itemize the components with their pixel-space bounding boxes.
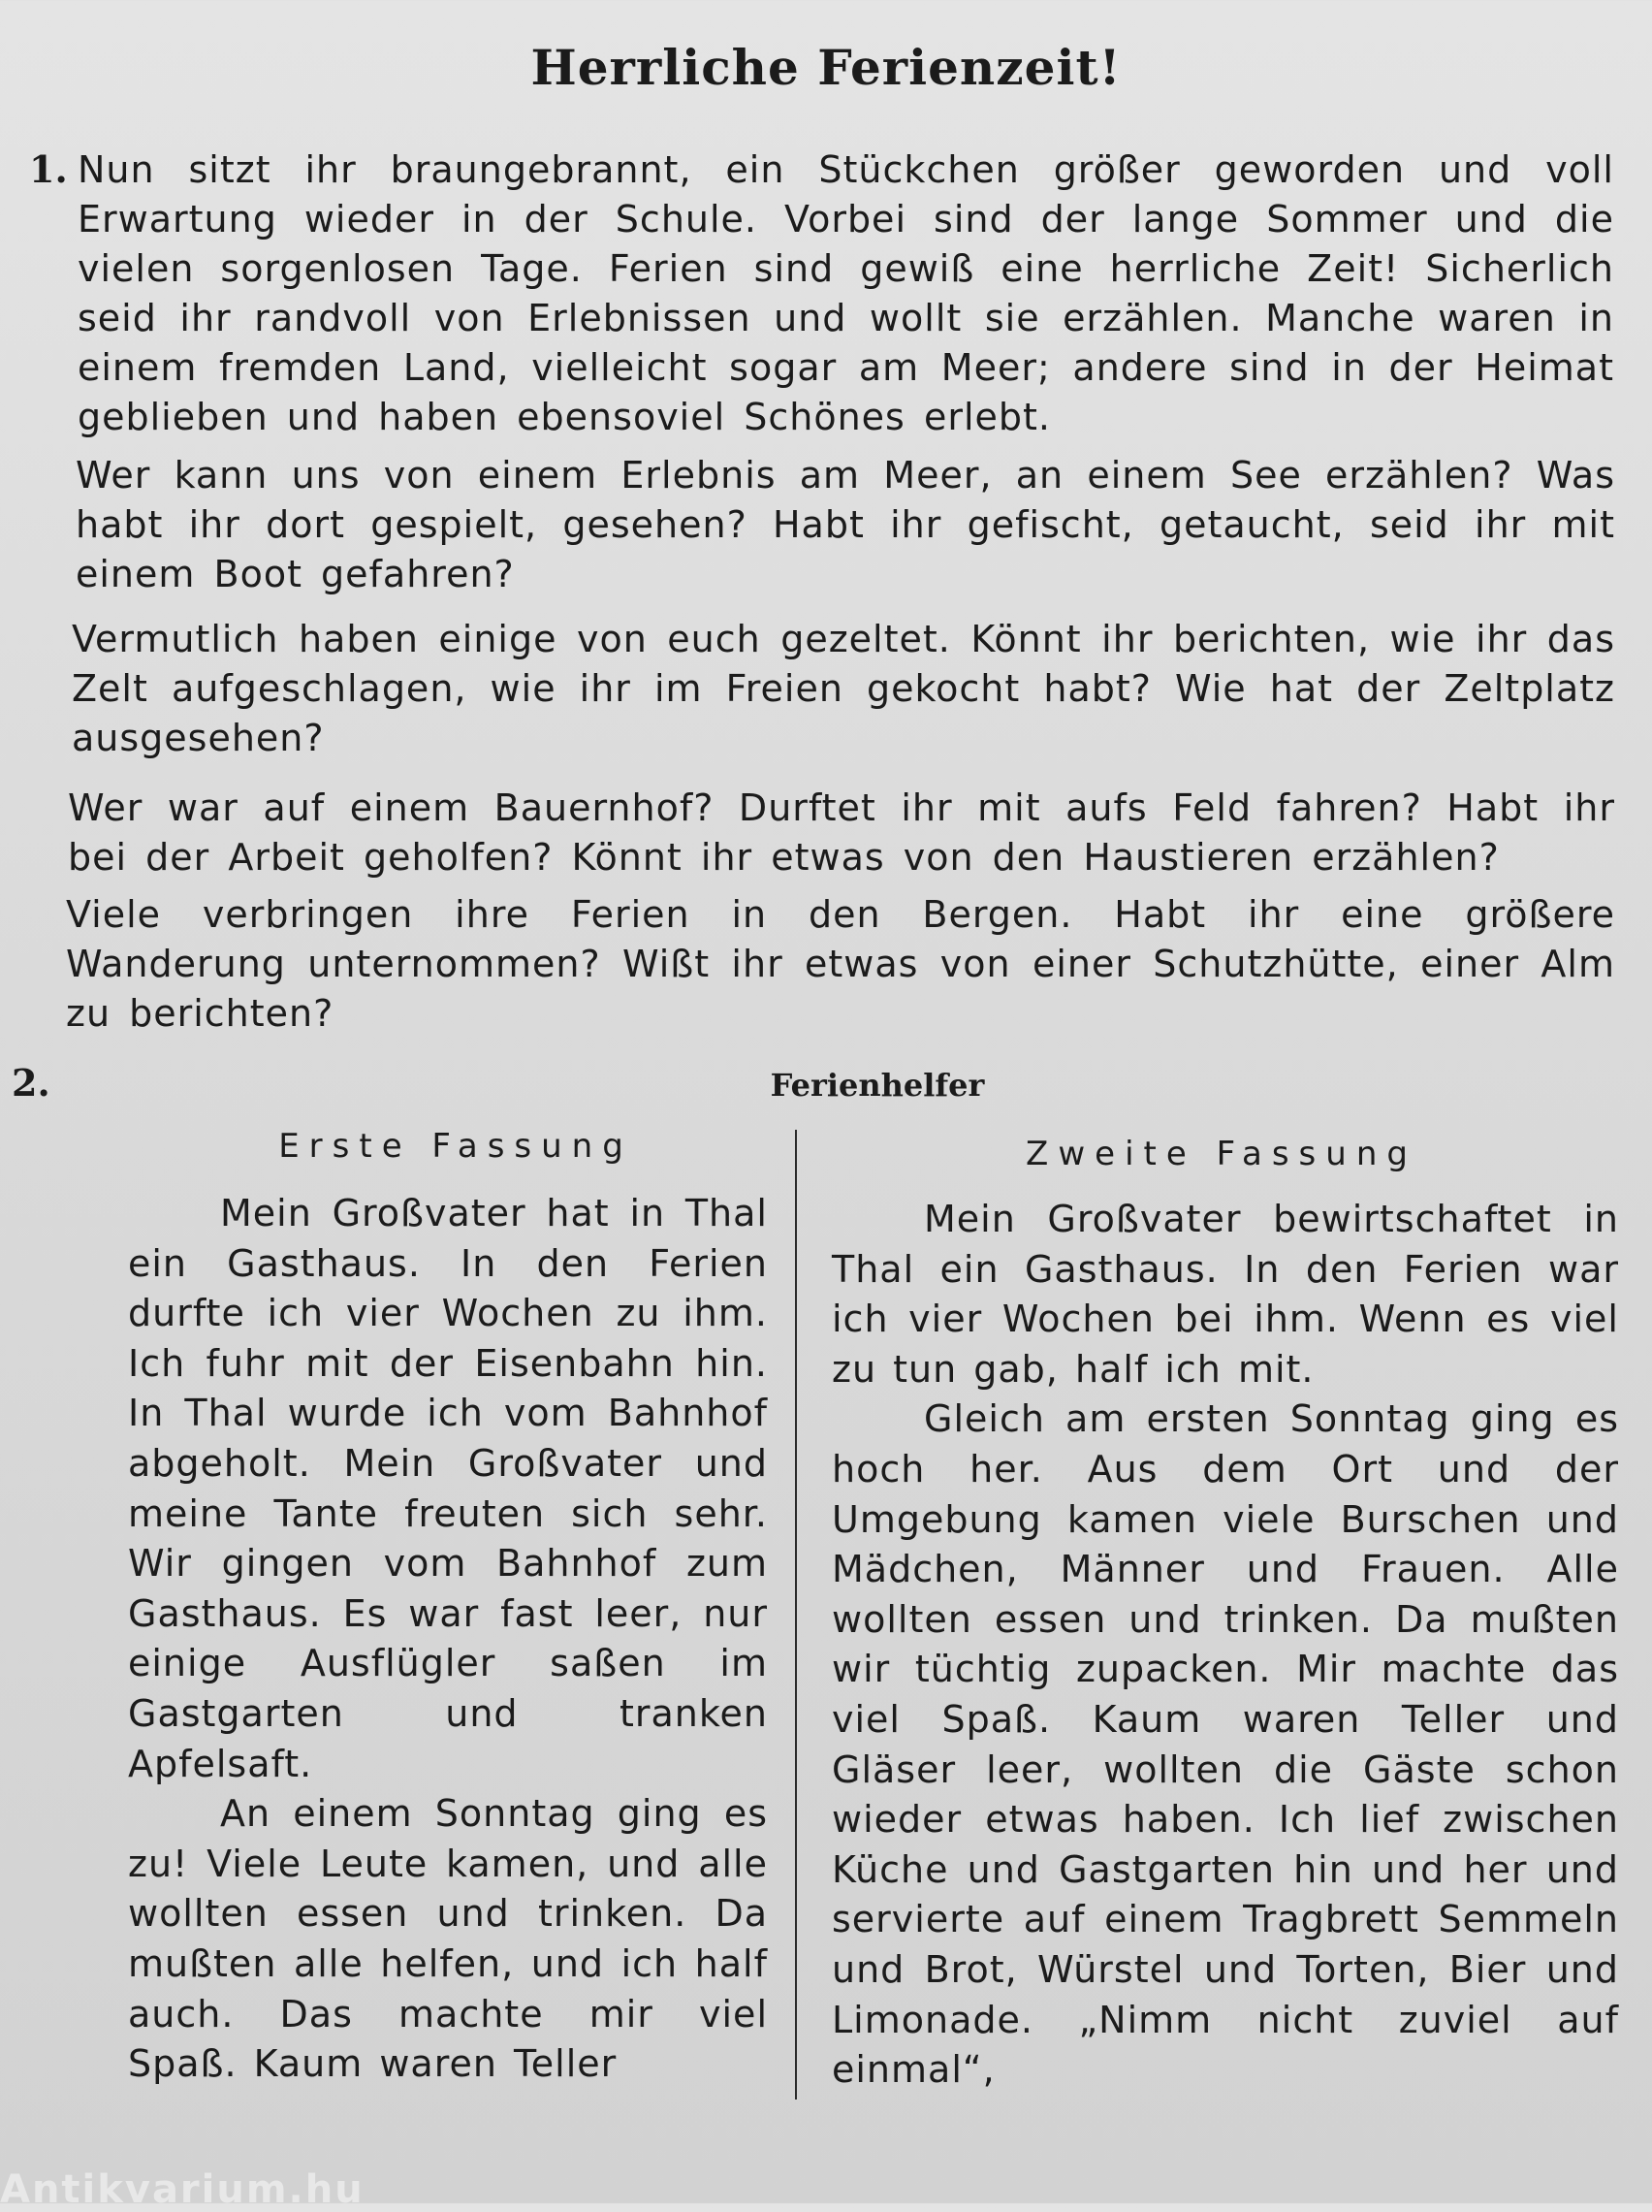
section-2-subtitle: Ferienhelfer (770, 1067, 985, 1104)
section-2-number: 2. (12, 1061, 50, 1105)
section-1-paragraph-2: Wer kann uns von einem Erlebnis am Meer, an einem See erzählen? Was habt ihr dort gespielt, gesehen? Habt ihr gefischt, getaucht, seid ihr mit einem Boot gefahren? (76, 454, 1615, 595)
second-version-text (832, 1195, 1619, 2096)
first-version-paragraph-2: An einem Sonntag ging es zu! Viele Leute kamen, und alle wollten essen und trinken. Da mußten alle helfen, und ich half auch. Das machte mir viel Spaß. Kaum waren Teller (128, 1792, 768, 2086)
second-version-heading: Zweite Fassung (1026, 1135, 1417, 1173)
section-1-paragraph-3: Vermutlich haben einige von euch gezeltet. Könnt ihr berichten, wie ihr das Zelt aufgeschlagen, wie ihr im Freien gekocht habt? Wie hat der Zeltplatz ausgesehen? (72, 618, 1615, 759)
page-title: Herrliche Ferienzeit! (530, 39, 1122, 96)
first-version-text (128, 1189, 768, 2090)
section-1-number: 1. (29, 147, 68, 191)
column-divider (795, 1130, 797, 2100)
section-1-paragraph-5: Viele verbringen ihre Ferien in den Bergen. Habt ihr eine größere Wanderung unternommen? Wißt ihr etwas von einer Schutzhütte, einer Alm zu berichten? (66, 893, 1615, 1035)
second-version-paragraph-1: Mein Großvater bewirtschaftet in Thal ein Gasthaus. In den Ferien war ich vier Wochen bei ihm. Wenn es viel zu tun gab, half ich mit. (832, 1198, 1619, 1391)
section-1-paragraph-1: Nun sitzt ihr braungebrannt, ein Stückchen größer geworden und voll Erwartung wieder in der Schule. Vorbei sind der lange Sommer und die vielen sorgenlosen Tage. Ferien sind gewiß eine herrliche Zeit! Sicherlich seid ihr randvoll von Erlebnissen und wollt sie erzählen. Manche waren in einem fremden Land, vielleicht sogar am Meer; andere sind in der Heimat geblieben und haben ebensoviel Schönes erlebt. (78, 148, 1614, 438)
first-version-heading: Erste Fassung (278, 1127, 633, 1166)
section-1-paragraph-4: Wer war auf einem Bauernhof? Durftet ihr mit aufs Feld fahren? Habt ihr bei der Arbeit geholfen? Könnt ihr etwas von den Haustieren erzählen? (68, 786, 1615, 879)
watermark: Antikvarium.hu (0, 2167, 365, 2212)
first-version-paragraph-1: Mein Großvater hat in Thal ein Gasthaus. In den Ferien durfte ich vier Wochen zu ihm. Ich fuhr mit der Eisenbahn hin. In Thal wurde ich vom Bahnhof abgeholt. Mein Großvater und meine Tante freuten sich sehr. Wir gingen vom Bahnhof zum Gasthaus. Es war fast leer, nur einige Ausflügler saßen im Gastgarten und tranken Apfelsaft. (128, 1192, 768, 1785)
second-version-paragraph-2: Gleich am ersten Sonntag ging es hoch her. Aus dem Ort und der Umgebung kamen viele Burschen und Mädchen, Männer und Frauen. Alle wollten essen und trinken. Da mußten wir tüchtig zupacken. Mir machte das viel Spaß. Kaum waren Teller und Gläser leer, wollten die Gäste schon wieder etwas haben. Ich lief zwischen Küche und Gastgarten hin und her und servierte auf einem Tragbrett Semmeln und Brot, Würstel und Torten, Bier und Limonade. „Nimm nicht zuviel auf einmal“, (832, 1397, 1619, 2092)
